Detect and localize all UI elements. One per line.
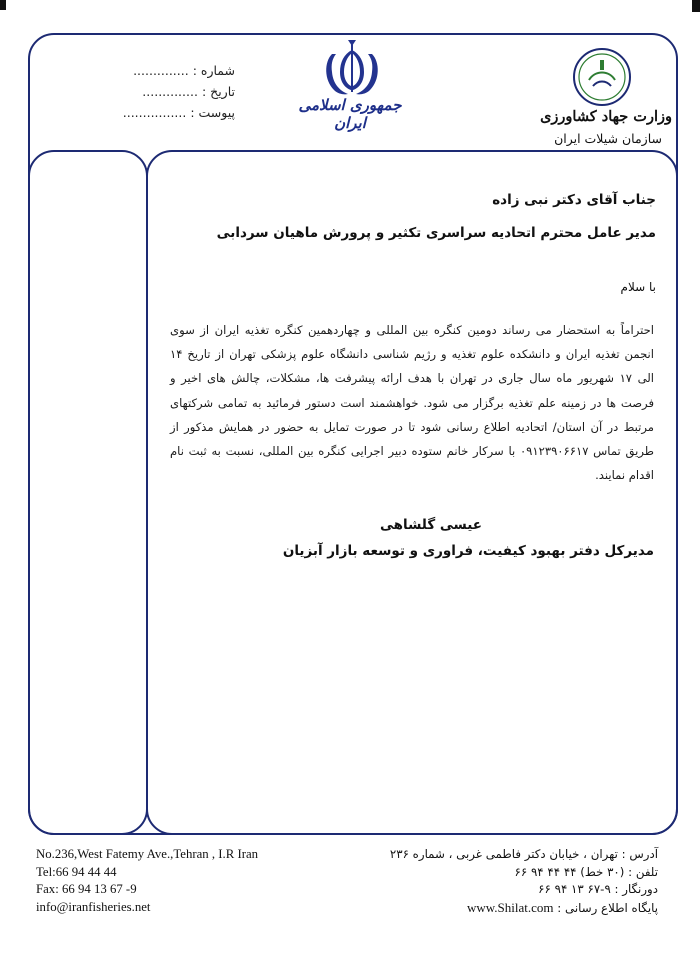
- footer-website-row: [358, 899, 658, 917]
- scan-mark-top-left: [0, 0, 6, 10]
- greeting: با سلام: [620, 280, 656, 294]
- sidebar-frame: [28, 150, 148, 835]
- footer-fax-en: Fax: 66 94 13 67 -9: [36, 882, 137, 897]
- date-field: تاریخ :..............: [142, 84, 235, 99]
- signer-title: مدیرکل دفتر بهبود کیفیت، فراوری و توسعه بازار آبزیان: [282, 543, 654, 559]
- footer-address-en: No.236,West Fatemy Ave.,Tehran , I.R Iran: [36, 847, 259, 861]
- signer-name: عیسی گلشاهی: [379, 517, 482, 533]
- footer-website-label: پایگاه اطلاع رسانی :: [557, 900, 658, 915]
- footer-address-fa: آدرس : تهران ، خیابان دکتر فاطمی غربی ، شماره ۲۳۶: [389, 847, 658, 861]
- footer-fax-fa: دورنگار : ۹-۶۷ ۱۳ ۹۴ ۶۶: [538, 882, 658, 897]
- footer-persian-contact: [358, 846, 658, 916]
- number-field: شماره :..............: [133, 63, 235, 78]
- republic-name: جمهوری اسلامی ایران: [298, 96, 402, 132]
- scan-mark-top-right: [692, 0, 700, 12]
- ministry-logo-icon: [571, 46, 633, 108]
- letter-body: احتراماً به استحضار می رساند دومین کنگره بین المللی و چهاردهمین کنگره تغذیه ایران از سوی انجمن تغذیه ایران و دانشکده علوم تغذیه و رژیم شناسی دانشگاه علوم پزشکی تهران از تاریخ ۱۴ الی ۱۷ شهریور ماه سال جاری در تهران با هدف ارائه پیشرفت ها، مشکلات، چالش های اخیر و فرصت ها در زمینه علم تغذیه برگزار می شود. خواهشمند است دستور فرمائید به تمامی شرکتهای مرتبط در آن استان/ اتحادیه اطلاع رسانی شود تا در صورت تمایل به حضور در همایش مذکور از طریق تماس ۰۹۱۲۳۹۰۶۶۱۷ با سرکار خانم ستوده دبیر اجرایی کنگره بین المللی، نسبت به ثبت نام اقدام نمایند.: [170, 323, 655, 483]
- header-fields: [100, 60, 235, 123]
- attachment-field: پیوست :................: [122, 105, 235, 120]
- organization-name: سازمان شیلات ایران: [554, 131, 662, 146]
- ministry-name: وزارت جهاد کشاورزی: [540, 108, 672, 125]
- addressee-name: جناب آقای دکتر نبی زاده: [492, 192, 656, 208]
- footer-english-contact: [36, 846, 296, 916]
- addressee-title: مدیر عامل محترم اتحادیه سراسری تکثیر و پرورش ماهیان سردابی: [216, 225, 656, 241]
- national-emblem-icon: [318, 40, 386, 98]
- footer-email[interactable]: info@iranfisheries.net: [36, 899, 151, 914]
- body-frame: [146, 150, 678, 835]
- footer-website[interactable]: www.Shilat.com: [466, 899, 554, 915]
- footer-tel-en: Tel:66 94 44 44: [36, 864, 117, 879]
- footer-tel-fa: تلفن : (۳۰ خط) ۴۴ ۴۴ ۹۴ ۶۶: [514, 864, 658, 879]
